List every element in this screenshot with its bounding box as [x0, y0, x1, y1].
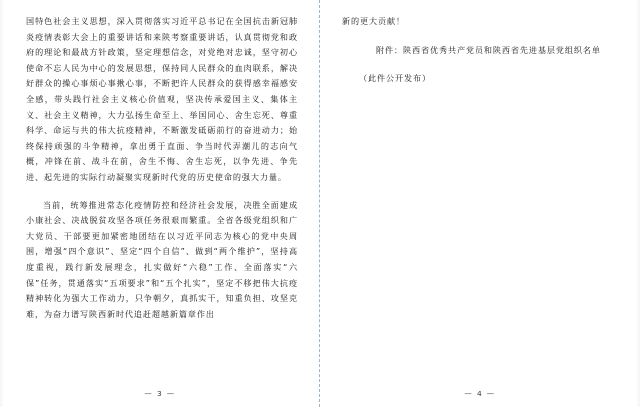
page-right-edge-shading — [636, 0, 640, 407]
page-number-left-label: — 3 — — [144, 389, 176, 398]
page-number-right-label: — 4 — — [464, 389, 496, 398]
page-left-edge-shading — [0, 0, 4, 407]
page-gutter-divider — [319, 0, 321, 407]
page-number-left — [0, 389, 320, 398]
paragraph-spacer — [26, 186, 298, 198]
paragraph-current-situation: 当前，统筹推进常态化疫情防控和经济社会发展，决胜全面建成小康社会、决战脱贫攻坚各项任务很艰而繁重。全省各级党组织和广大党员、干部要更加紧密地团结在以习近平同志为核心的党中央周围，增强“四个意识”、坚定“四个自信”、做到“两个维护”，坚持高度重视，践行新发展理念，扎实做好“六稳”工作、全面落实“六保”任务，贯通落实“五项要求”和“五个扎实”，坚定不移把伟大抗疫精神转化为强大工作动力，只争朝夕，真抓实干，知重负担、攻坚克难，为奋力谱写陕西新时代追赶超越新篇章作出 — [26, 199, 298, 319]
paragraph-continuation: 国特色社会主义思想，深入贯彻落实习近平总书记在全国抗击新冠肺炎疫情表彰大会上的重要讲话和来陕考察重要讲话，认真贯彻党和政府的理论和最战方针政策，坚定理想信念，对党绝对忠诚，坚守初心使命不忘人民为中心的发展思想，保持同人民群众的血肉联系，解决好群众的操心事烦心事揪心事，不断把许人民群众的获得感幸福感安全感，带头践行社会主义核心价值观，坚决传承爱国主义、集体主义、社会主义精神，大力弘扬生命至上、举国同心、舍生忘死、尊重科学、命运与共的伟大抗疫精神，不断激发砥砺前行的奋进动力；始终保持顽强的斗争精神，拿出勇于直面、争当时代弄潮儿的志向气概，冲锋在前、战斗在前，舍生不悔、舍生忘死，以争先进、争先进、起先进的实际行动凝聚实现新时代党的历史使命的强大力量。 — [26, 16, 298, 182]
attachment-line: 附件：陕西省优秀共产党员和陕西省先进基层党组织名单 — [376, 44, 601, 55]
paragraph-closing: 新的更大贡献！ — [342, 16, 405, 26]
attachment-spacer — [342, 30, 614, 43]
note-spacer — [342, 58, 614, 71]
page-number-right — [320, 389, 640, 398]
page-right — [320, 0, 640, 407]
publication-note: （此件公开发布） — [359, 73, 431, 84]
